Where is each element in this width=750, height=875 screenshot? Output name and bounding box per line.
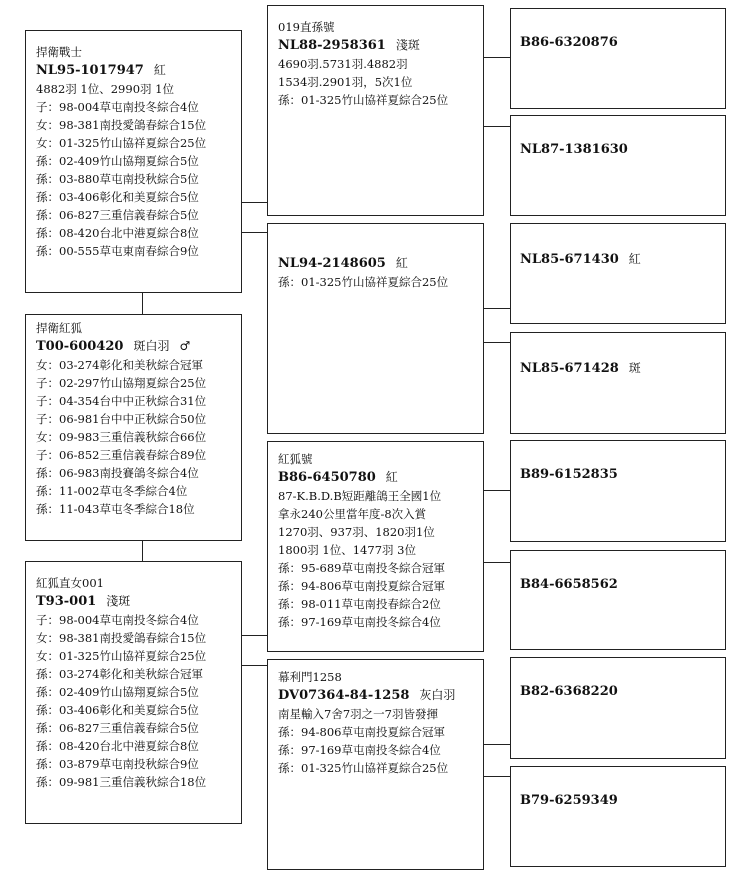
great-grandparent-box xyxy=(510,657,726,759)
feather-color: 淺斑 xyxy=(395,38,420,52)
dam-box xyxy=(25,561,242,824)
feather-color: 紅 xyxy=(385,470,398,484)
ring-number: B79-6259349 xyxy=(520,793,618,808)
record-line: 子：06-981台中中正秋綜合50位 xyxy=(36,412,207,426)
record-line: 女：09-983三重信義秋綜合66位 xyxy=(36,430,207,444)
record-line: 孫：02-409竹山協翔夏綜合5位 xyxy=(36,154,199,168)
great-grandparent-box xyxy=(510,115,726,216)
record-line: 南星輸入7舍7羽之一7羽皆發揮 xyxy=(278,707,438,721)
record-line: 子：98-004草屯南投冬綜合4位 xyxy=(36,613,199,627)
pigeon-name: 紅狐號 xyxy=(278,452,313,466)
feather-color: 紅 xyxy=(628,252,641,266)
record-line: 孫：08-420台北中港夏綜合8位 xyxy=(36,739,199,753)
connector xyxy=(483,776,510,777)
great-grandparent-box xyxy=(510,8,726,109)
ring-number: NL85-671428 xyxy=(520,361,619,376)
sire-box xyxy=(25,30,242,293)
ring-number: NL95-1017947 xyxy=(36,63,144,78)
male-sex-icon: ♂ xyxy=(179,339,191,353)
pigeon-name: 紅狐直女001 xyxy=(36,576,104,590)
record-line: 女：01-325竹山協祥夏綜合25位 xyxy=(36,136,207,150)
grandparent-box xyxy=(267,5,484,216)
great-grandparent-box xyxy=(510,766,726,867)
record-line: 孫：01-325竹山協祥夏綜合25位 xyxy=(278,761,449,775)
connector xyxy=(483,562,510,563)
record-line: 孫：06-827三重信義春綜合5位 xyxy=(36,208,199,222)
ring-number: B86-6450780 xyxy=(278,470,376,485)
connector xyxy=(483,342,510,343)
ring-number: B89-6152835 xyxy=(520,467,618,482)
ring-number: NL94-2148605 xyxy=(278,256,386,271)
record-line: 女：98-381南投愛鴿春綜合15位 xyxy=(36,118,207,132)
ring-number: NL88-2958361 xyxy=(278,38,386,53)
connector xyxy=(241,202,267,203)
record-line: 1270羽、937羽、1820羽1位 xyxy=(278,525,435,539)
grandparent-box xyxy=(267,441,484,652)
connector xyxy=(241,232,267,233)
record-line: 女：01-325竹山協祥夏綜合25位 xyxy=(36,649,207,663)
record-line: 孫：03-879草屯南投秋綜合9位 xyxy=(36,757,199,771)
record-line: 孫：94-806草屯南投夏綜合冠軍 xyxy=(278,579,445,593)
ring-number: B84-6658562 xyxy=(520,577,618,592)
connector xyxy=(142,292,143,315)
connector xyxy=(483,744,510,745)
great-grandparent-box xyxy=(510,223,726,324)
ring-number: T93-001 xyxy=(36,594,97,609)
grandparent-box xyxy=(267,223,484,434)
record-line: 女：03-274彰化和美秋綜合冠軍 xyxy=(36,358,203,372)
record-line: 4690羽.5731羽.4882羽 xyxy=(278,57,408,71)
record-line: 4882羽 1位、2990羽 1位 xyxy=(36,82,174,96)
record-line: 孫：95-689草屯南投冬綜合冠軍 xyxy=(278,561,445,575)
connector xyxy=(142,540,143,562)
record-line: 孫：01-325竹山協祥夏綜合25位 xyxy=(278,275,449,289)
feather-color: 斑白羽 xyxy=(133,339,170,353)
record-line: 孫：00-555草屯東南春綜合9位 xyxy=(36,244,199,258)
ring-number: T00-600420 xyxy=(36,339,124,354)
ring-number: B82-6368220 xyxy=(520,684,618,699)
record-line: 子：04-354台中中正秋綜合31位 xyxy=(36,394,207,408)
connector xyxy=(483,126,510,127)
feather-color: 紅 xyxy=(153,63,166,77)
record-line: 87-K.B.D.B短距離鴿王全國1位 xyxy=(278,489,442,503)
connector xyxy=(483,308,510,309)
record-line: 子：98-004草屯南投冬綜合4位 xyxy=(36,100,199,114)
feather-color: 灰白羽 xyxy=(419,688,456,702)
record-line: 女：98-381南投愛鴿春綜合15位 xyxy=(36,631,207,645)
ring-number: B86-6320876 xyxy=(520,35,618,50)
record-line: 孫：11-043草屯冬季綜合18位 xyxy=(36,502,195,516)
pigeon-name: 捍衛紅狐 xyxy=(36,321,82,335)
great-grandparent-box xyxy=(510,332,726,434)
record-line: 子：06-852三重信義春綜合89位 xyxy=(36,448,207,462)
record-line: 孫：11-002草屯冬季綜合4位 xyxy=(36,484,188,498)
great-grandparent-box xyxy=(510,440,726,542)
ring-number: NL87-1381630 xyxy=(520,142,628,157)
record-line: 拿永240公里當年度-8次入賞 xyxy=(278,507,427,521)
connector xyxy=(241,635,267,636)
record-line: 1534羽.2901羽，5次1位 xyxy=(278,75,413,89)
subject-box xyxy=(25,314,242,541)
record-line: 1800羽 1位、1477羽 3位 xyxy=(278,543,416,557)
record-line: 孫：06-983南投賽鴿冬綜合4位 xyxy=(36,466,199,480)
record-line: 孫：98-011草屯南投春綜合2位 xyxy=(278,597,441,611)
record-line: 孫：03-406彰化和美夏綜合5位 xyxy=(36,190,199,204)
record-line: 孫：97-169草屯南投冬綜合4位 xyxy=(278,615,441,629)
great-grandparent-box xyxy=(510,550,726,650)
connector xyxy=(241,665,267,666)
connector xyxy=(483,490,510,491)
feather-color: 淺斑 xyxy=(106,594,131,608)
record-line: 子：02-297竹山協翔夏綜合25位 xyxy=(36,376,207,390)
ring-number: DV07364-84-1258 xyxy=(278,688,410,703)
grandparent-box xyxy=(267,659,484,870)
ring-number: NL85-671430 xyxy=(520,252,619,267)
pigeon-name: 019直孫號 xyxy=(278,20,335,34)
record-line: 孫：03-406彰化和美夏綜合5位 xyxy=(36,703,199,717)
record-line: 孫：01-325竹山協祥夏綜合25位 xyxy=(278,93,449,107)
feather-color: 斑 xyxy=(628,361,641,375)
pigeon-name: 捍衛戰士 xyxy=(36,45,82,59)
feather-color: 紅 xyxy=(395,256,408,270)
record-line: 孫：08-420台北中港夏綜合8位 xyxy=(36,226,199,240)
record-line: 孫：97-169草屯南投冬綜合4位 xyxy=(278,743,441,757)
record-line: 孫：02-409竹山協翔夏綜合5位 xyxy=(36,685,199,699)
record-line: 孫：09-981三重信義秋綜合18位 xyxy=(36,775,207,789)
connector xyxy=(483,57,510,58)
record-line: 孫：03-274彰化和美秋綜合冠軍 xyxy=(36,667,203,681)
record-line: 孫：03-880草屯南投秋綜合5位 xyxy=(36,172,199,186)
pigeon-name: 幕利門1258 xyxy=(278,670,342,684)
record-line: 孫：94-806草屯南投夏綜合冠軍 xyxy=(278,725,445,739)
record-line: 孫：06-827三重信義春綜合5位 xyxy=(36,721,199,735)
